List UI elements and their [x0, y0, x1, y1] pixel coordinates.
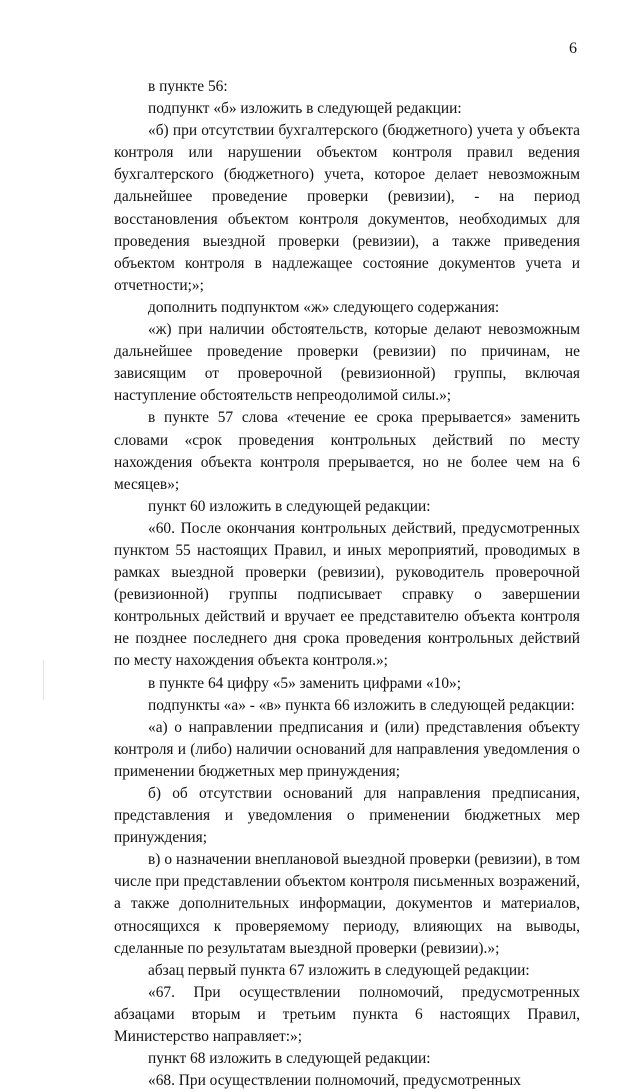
paragraph: в пункте 57 слова «течение ее срока прерывается» заменить словами «срок проведения контрольных действий по месту нахождения объекта контроля прерывается, но не более чем на 6 месяцев»; [114, 409, 580, 493]
paragraph: «а) о направлении предписания и (или) представления объекту контроля и (либо) наличии оснований для направления уведомления о применении бюджетных мер принуждения; [114, 718, 580, 780]
page-number: 6 [569, 40, 577, 57]
paragraph: подпункт «б» изложить в следующей редакции: [148, 100, 462, 118]
paragraph: в пункте 64 цифру «5» заменить цифрами «10»; [148, 674, 462, 692]
paragraph: пункт 60 изложить в следующей редакции: [148, 497, 431, 515]
paragraph: абзац первый пункта 67 изложить в следующей редакции: [148, 961, 530, 979]
paragraph: «67. При осуществлении полномочий, предусмотренных абзацами вторым и третьим пункта 6 настоящих Правил, Министерство направляет:»; [114, 983, 580, 1046]
document-body [114, 76, 580, 1092]
paragraph: «б) при отсутствии бухгалтерского (бюджетного) учета у объекта контроля или нарушении объектом контроля правил ведения бухгалтерского (бюджетного) учета, которое делает невозможным дальнейшее проведение проверки (ревизии), - на период восстановления объектом контроля документов, необходимых для проведения выездной проверки (ревизии), а также приведения объектом контроля в надлежащее состояние документов учета и отчетности;»; [114, 122, 580, 294]
paragraph: пункт 68 изложить в следующей редакции: [148, 1050, 431, 1068]
paragraph: б) об отсутствии оснований для направления предписания, представления и уведомления о применении бюджетных мер принуждения; [114, 785, 580, 847]
paragraph: «68. При осуществлении полномочий, предусмотренных [148, 1072, 521, 1090]
margin-scan-mark [43, 660, 44, 700]
paragraph: «ж) при наличии обстоятельств, которые делают невозможным дальнейшее проведение проверки (ревизии) по причинам, не зависящим от проверочной (ревизионной) группы, включая наступление обстоятельств непреодолимой силы.»; [114, 321, 580, 405]
paragraph: «60. После окончания контрольных действий, предусмотренных пунктом 55 настоящих Правил, и иных мероприятий, проводимых в рамках выездной проверки (ревизии), руководитель проверочной (ревизионной) группы подписывает справку о завершении контрольных действий и вручает ее представителю объекта контроля не позднее последнего дня срока проведения контрольных действий по месту нахождения объекта контроля.»; [114, 519, 580, 670]
paragraph: подпункты «а» - «в» пункта 66 изложить в следующей редакции: [148, 696, 575, 714]
paragraph: в пункте 56: [148, 78, 228, 95]
paragraph: в) о назначении внеплановой выездной проверки (ревизии), в том числе при представлении объектом контроля письменных возражений, а также дополнительных информации, документов и материалов, относящихся к проверяемому периоду, влияющих на выводы, сделанные по результатам выездной проверки (ревизии).»; [114, 851, 580, 957]
paragraph: дополнить подпунктом «ж» следующего содержания: [148, 298, 500, 316]
